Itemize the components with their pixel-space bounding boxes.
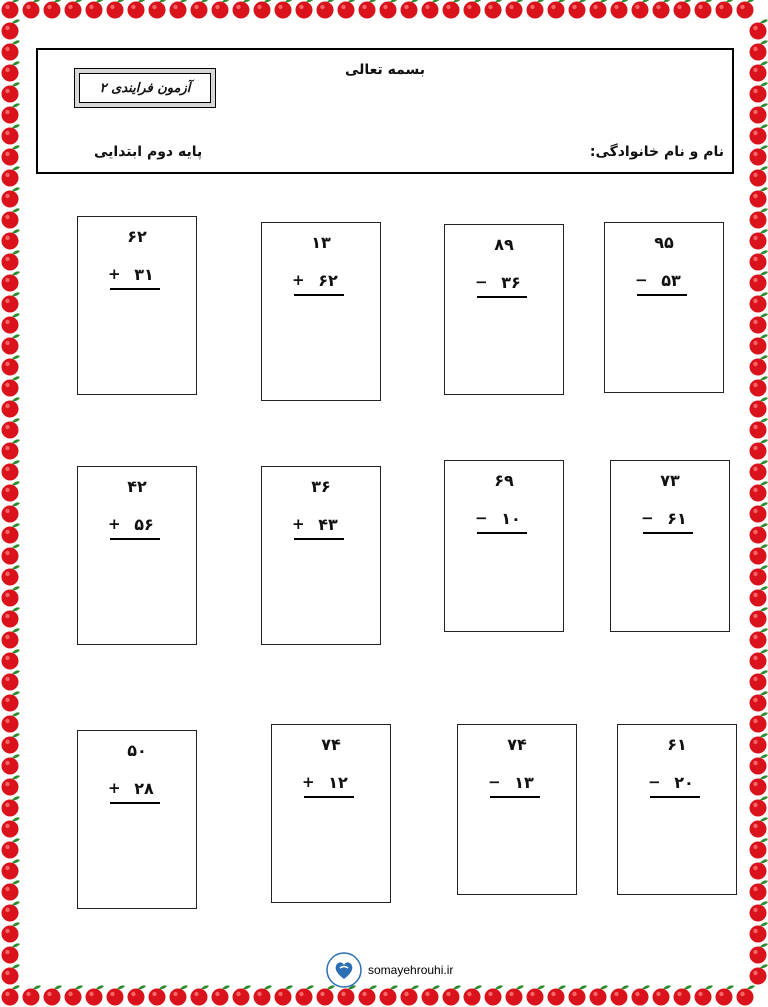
problem-card	[444, 460, 564, 632]
apple-icon	[2, 670, 21, 690]
apple-icon	[170, 0, 189, 19]
problem-card	[457, 724, 577, 895]
apple-icon	[2, 754, 21, 774]
apple-icon	[2, 418, 21, 438]
apple-icon	[422, 0, 441, 19]
apple-icon	[296, 0, 315, 19]
apple-icon	[716, 0, 735, 19]
operator-sign: +	[108, 265, 121, 283]
apple-icon	[750, 229, 768, 249]
answer-line	[477, 532, 527, 534]
apple-icon	[2, 733, 21, 753]
operator-sign: −	[488, 773, 501, 791]
answer-line	[643, 532, 693, 534]
answer-line	[110, 802, 160, 804]
apple-icon	[65, 0, 84, 19]
apple-icon	[2, 334, 21, 354]
footer	[326, 951, 453, 989]
apple-icon	[750, 40, 768, 60]
apple-icon	[548, 0, 567, 19]
apple-icon	[86, 0, 105, 19]
apple-icon	[2, 292, 21, 312]
apple-icon	[2, 817, 21, 837]
apple-icon	[2, 397, 21, 417]
top-number: ۶۲	[127, 227, 147, 246]
apple-icon	[2, 19, 21, 39]
apple-icon	[750, 964, 768, 984]
apple-icon	[2, 250, 21, 270]
apple-icon	[65, 985, 84, 1005]
apple-icon	[2, 544, 21, 564]
apple-icon	[2, 691, 21, 711]
problem-card	[610, 460, 730, 632]
apple-icon	[750, 859, 768, 879]
apple-icon	[2, 271, 21, 291]
apple-icon	[2, 313, 21, 333]
apple-icon	[750, 334, 768, 354]
apple-icon	[653, 985, 672, 1005]
bottom-number: ۱۳	[514, 773, 534, 792]
apple-icon	[464, 0, 483, 19]
apple-icon	[750, 607, 768, 627]
apple-icon	[2, 649, 21, 669]
apple-icon	[2, 565, 21, 585]
apple-icon	[2, 103, 21, 123]
bottom-number: ۳۶	[501, 273, 521, 292]
bottom-number: ۱۰	[501, 509, 521, 528]
apple-icon	[2, 922, 21, 942]
apple-icon	[2, 0, 21, 19]
apple-icon	[569, 985, 588, 1005]
problem-card	[444, 224, 564, 395]
apple-icon	[44, 0, 63, 19]
apple-icon	[2, 607, 21, 627]
bottom-number: ۵۳	[661, 271, 681, 290]
apple-icon	[750, 502, 768, 522]
answer-line	[294, 294, 344, 296]
apple-icon	[2, 628, 21, 648]
apple-icon	[750, 628, 768, 648]
apple-icon	[2, 985, 21, 1005]
apple-icon	[750, 838, 768, 858]
apple-icon	[338, 0, 357, 19]
apple-icon	[750, 922, 768, 942]
apple-icon	[2, 712, 21, 732]
apple-icon	[2, 586, 21, 606]
apple-icon	[107, 0, 126, 19]
operator-sign: +	[292, 271, 305, 289]
apple-icon	[2, 439, 21, 459]
apple-icon	[527, 0, 546, 19]
bottom-number: ۵۶	[134, 515, 154, 534]
apple-icon	[506, 985, 525, 1005]
apple-icon	[750, 565, 768, 585]
apple-icon	[2, 481, 21, 501]
problem-card	[77, 466, 197, 645]
apple-icon	[2, 964, 21, 984]
apple-icon	[750, 817, 768, 837]
apple-icon	[750, 145, 768, 165]
bottom-number: ۳۱	[134, 265, 154, 284]
apple-icon	[750, 376, 768, 396]
apple-icon	[632, 985, 651, 1005]
apple-icon	[191, 0, 210, 19]
problem-card	[271, 724, 391, 903]
problem-card	[617, 724, 737, 895]
apple-icon	[2, 82, 21, 102]
apple-icon	[212, 0, 231, 19]
answer-line	[110, 538, 160, 540]
apple-icon	[750, 670, 768, 690]
top-number: ۱۳	[311, 233, 331, 252]
apple-icon	[737, 0, 756, 19]
apple-icon	[750, 61, 768, 81]
operator-sign: −	[641, 509, 654, 527]
problem-card	[77, 730, 197, 909]
apple-icon	[149, 0, 168, 19]
answer-line	[110, 288, 160, 290]
apple-icon	[2, 796, 21, 816]
apple-icon	[170, 985, 189, 1005]
apple-icon	[233, 0, 252, 19]
apple-icon	[401, 0, 420, 19]
problem-card	[261, 222, 381, 401]
answer-line	[304, 796, 354, 798]
heart-logo-icon	[326, 952, 362, 988]
apple-icon	[750, 19, 768, 39]
apple-icon	[750, 460, 768, 480]
grade-label: پایه دوم ابتدایی	[94, 144, 203, 160]
apple-icon	[716, 985, 735, 1005]
operator-sign: +	[292, 515, 305, 533]
top-number: ۵۰	[127, 741, 147, 760]
apple-icon	[2, 460, 21, 480]
exam-title: آزمون فرایندی ۲	[79, 73, 211, 103]
apple-icon	[485, 0, 504, 19]
apple-icon	[750, 691, 768, 711]
answer-line	[637, 294, 687, 296]
apple-icon	[750, 187, 768, 207]
apple-icon	[632, 0, 651, 19]
apple-icon	[674, 985, 693, 1005]
bottom-number: ۶۱	[667, 509, 687, 528]
apple-icon	[750, 880, 768, 900]
apple-icon	[2, 208, 21, 228]
apple-icon	[590, 0, 609, 19]
apple-icon	[750, 796, 768, 816]
apple-icon	[2, 124, 21, 144]
answer-line	[294, 538, 344, 540]
apple-icon	[2, 187, 21, 207]
apple-icon	[548, 985, 567, 1005]
apple-icon	[296, 985, 315, 1005]
apple-icon	[2, 838, 21, 858]
top-number: ۸۹	[494, 235, 514, 254]
apple-icon	[2, 523, 21, 543]
apple-icon	[750, 754, 768, 774]
apple-icon	[750, 124, 768, 144]
apple-icon	[750, 166, 768, 186]
apple-icon	[750, 313, 768, 333]
apple-icon	[569, 0, 588, 19]
apple-icon	[359, 0, 378, 19]
top-number: ۴۲	[127, 477, 147, 496]
apple-icon	[380, 0, 399, 19]
apple-icon	[750, 397, 768, 417]
top-number: ۹۵	[654, 233, 674, 252]
bottom-number: ۶۲	[318, 271, 338, 290]
apple-icon	[2, 40, 21, 60]
apple-icon	[750, 775, 768, 795]
apple-icon	[750, 418, 768, 438]
apple-icon	[750, 586, 768, 606]
apple-icon	[750, 439, 768, 459]
apple-icon	[2, 229, 21, 249]
apple-icon	[254, 985, 273, 1005]
apple-icon	[317, 0, 336, 19]
apple-icon	[254, 0, 273, 19]
apple-icon	[750, 292, 768, 312]
apple-icon	[653, 0, 672, 19]
apple-icon	[2, 355, 21, 375]
operator-sign: −	[648, 773, 661, 791]
apple-icon	[695, 0, 714, 19]
basmala-heading: بسمه تعالی	[344, 62, 426, 78]
apple-icon	[86, 985, 105, 1005]
apple-icon	[750, 901, 768, 921]
operator-sign: +	[108, 515, 121, 533]
apple-icon	[750, 544, 768, 564]
apple-icon	[2, 145, 21, 165]
apple-icon	[2, 61, 21, 81]
apple-icon	[485, 985, 504, 1005]
apple-icon	[750, 649, 768, 669]
apple-icon	[275, 985, 294, 1005]
apple-icon	[2, 901, 21, 921]
apple-icon	[590, 985, 609, 1005]
apple-icon	[275, 0, 294, 19]
apple-icon	[750, 943, 768, 963]
problem-card	[261, 466, 381, 645]
apple-icon	[2, 859, 21, 879]
apple-icon	[2, 943, 21, 963]
apple-icon	[44, 985, 63, 1005]
apple-icon	[750, 523, 768, 543]
apple-icon	[23, 0, 42, 19]
operator-sign: −	[635, 271, 648, 289]
bottom-number: ۴۳	[318, 515, 338, 534]
apple-icon	[750, 208, 768, 228]
answer-line	[490, 796, 540, 798]
apple-icon	[128, 985, 147, 1005]
apple-icon	[750, 712, 768, 732]
apple-icon	[750, 103, 768, 123]
answer-line	[650, 796, 700, 798]
apple-icon	[750, 250, 768, 270]
top-number: ۷۴	[507, 735, 527, 754]
operator-sign: −	[475, 273, 488, 291]
apple-icon	[750, 733, 768, 753]
apple-icon	[611, 0, 630, 19]
answer-line	[477, 296, 527, 298]
apple-icon	[506, 0, 525, 19]
website-link[interactable]: somayehrouhi.ir	[368, 963, 454, 977]
apple-icon	[2, 502, 21, 522]
top-number: ۶۱	[667, 735, 687, 754]
exam-title-badge	[74, 68, 216, 108]
bottom-number: ۲۸	[134, 779, 154, 798]
apple-icon	[149, 985, 168, 1005]
apple-icon	[212, 985, 231, 1005]
student-name-label: نام و نام خانوادگی:	[589, 144, 724, 160]
apple-icon	[750, 481, 768, 501]
problem-card	[77, 216, 197, 395]
apple-icon	[2, 880, 21, 900]
apple-icon	[2, 376, 21, 396]
apple-icon	[464, 985, 483, 1005]
apple-icon	[23, 985, 42, 1005]
apple-icon	[443, 0, 462, 19]
top-number: ۳۶	[311, 477, 331, 496]
apple-icon	[750, 271, 768, 291]
top-number: ۷۴	[321, 735, 341, 754]
apple-icon	[527, 985, 546, 1005]
apple-icon	[611, 985, 630, 1005]
bottom-number: ۲۰	[674, 773, 694, 792]
apple-icon	[128, 0, 147, 19]
bottom-number: ۱۲	[328, 773, 348, 792]
apple-icon	[107, 985, 126, 1005]
apple-icon	[750, 355, 768, 375]
operator-sign: −	[475, 509, 488, 527]
apple-icon	[737, 985, 756, 1005]
operator-sign: +	[108, 779, 121, 797]
apple-icon	[695, 985, 714, 1005]
apple-icon	[2, 775, 21, 795]
apple-icon	[191, 985, 210, 1005]
apple-icon	[750, 82, 768, 102]
top-number: ۷۳	[660, 471, 680, 490]
operator-sign: +	[302, 773, 315, 791]
apple-icon	[674, 0, 693, 19]
apple-icon	[233, 985, 252, 1005]
header-box	[36, 48, 734, 174]
apple-icon	[2, 166, 21, 186]
top-number: ۶۹	[494, 471, 514, 490]
problem-card	[604, 222, 724, 393]
